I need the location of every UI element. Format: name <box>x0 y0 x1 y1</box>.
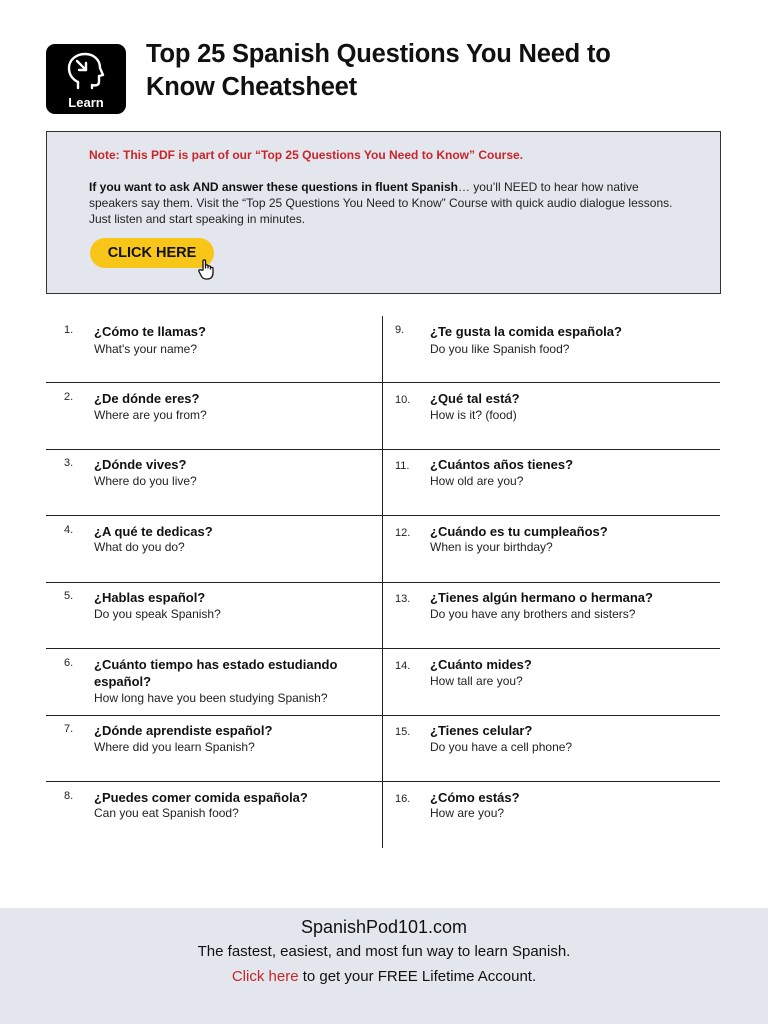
question-spanish: ¿Dónde aprendiste español? <box>94 723 273 738</box>
question-spanish: ¿Cuándo es tu cumpleaños? <box>430 524 608 539</box>
question-spanish: ¿Te gusta la comida española? <box>430 324 622 339</box>
question-item <box>383 316 719 382</box>
question-english: How old are you? <box>430 474 524 488</box>
question-spanish: ¿Cuánto tiempo has estado estudiando español? <box>94 657 338 689</box>
question-number: 6. <box>64 657 74 669</box>
question-number: 9. <box>395 324 405 336</box>
question-spanish: ¿Qué tal está? <box>430 391 520 406</box>
site-name: SpanishPod101.com <box>300 917 468 937</box>
question-english: How are you? <box>430 806 505 820</box>
question-item <box>383 449 719 515</box>
question-item <box>46 383 382 449</box>
footer-banner <box>0 908 768 1024</box>
note-body-text: … you’ll NEED to hear how native speakers say them. Visit the “Top 25 Questions You Need to Know” Course with quick audio dialogue lessons. Just listen and start speaking in minutes. <box>89 180 673 226</box>
question-item <box>46 516 382 582</box>
question-item <box>46 449 382 515</box>
click-here-button[interactable]: CLICK HERE <box>90 238 214 268</box>
question-number: 7. <box>64 723 74 735</box>
question-english: How long have you been studying Spanish? <box>94 691 328 705</box>
question-number: 3. <box>64 457 74 469</box>
question-english: Do you have a cell phone? <box>430 740 573 754</box>
question-number: 11. <box>395 460 410 472</box>
pointer-hand-icon <box>197 258 217 280</box>
question-spanish: ¿Cuántos años tienes? <box>430 457 574 472</box>
question-english: Where do you live? <box>94 474 197 488</box>
question-english: Where are you from? <box>94 408 207 422</box>
question-item <box>383 715 719 781</box>
question-english: What's your name? <box>94 342 198 356</box>
click-here-link[interactable]: Click here <box>231 968 299 985</box>
note-title: Note: This PDF is part of our “Top 25 Questions You Need to Know” Course. <box>89 148 524 162</box>
question-row <box>46 715 720 781</box>
question-spanish: ¿Hablas español? <box>94 590 206 605</box>
question-row <box>46 449 720 515</box>
question-english: How is it? (food) <box>430 408 517 422</box>
question-item <box>383 782 719 848</box>
question-spanish: ¿Cuánto mides? <box>430 657 532 672</box>
signup-line <box>0 968 768 985</box>
question-item <box>383 649 719 715</box>
question-spanish: ¿Tienes algún hermano o hermana? <box>430 590 653 605</box>
question-spanish: ¿Dónde vives? <box>94 457 187 472</box>
question-item <box>46 649 382 715</box>
question-item <box>383 383 719 449</box>
question-item <box>383 516 719 582</box>
question-number: 1. <box>64 324 74 336</box>
question-item <box>383 582 719 648</box>
question-spanish: ¿Puedes comer comida española? <box>94 790 308 805</box>
question-spanish: ¿Cómo estás? <box>430 790 520 805</box>
course-note-box <box>46 131 721 294</box>
question-row <box>46 383 720 449</box>
question-row <box>46 516 720 582</box>
question-number: 14. <box>395 660 411 672</box>
question-number: 12. <box>395 527 411 539</box>
question-row <box>46 782 720 848</box>
signup-text: to get your FREE Lifetime Account. <box>298 968 537 985</box>
question-english: How tall are you? <box>430 674 523 688</box>
question-item <box>46 316 382 382</box>
question-number: 8. <box>64 790 74 802</box>
questions-grid <box>46 316 720 848</box>
question-item <box>46 582 382 648</box>
page-title: Top 25 Spanish Questions You Need to Know Cheatsheet <box>146 40 611 101</box>
question-number: 10. <box>395 394 411 406</box>
note-body <box>89 179 679 227</box>
question-number: 13. <box>395 593 411 605</box>
question-row <box>46 582 720 648</box>
question-number: 2. <box>64 391 74 403</box>
question-english: Can you eat Spanish food? <box>94 806 239 820</box>
question-number: 4. <box>64 524 74 536</box>
note-body-bold: If you want to ask AND answer these questions in fluent Spanish <box>89 180 458 194</box>
head-with-arrow-icon <box>64 52 106 92</box>
question-english: Where did you learn Spanish? <box>94 740 255 754</box>
question-spanish: ¿Tienes celular? <box>430 723 533 738</box>
learn-logo <box>46 44 126 114</box>
question-spanish: ¿De dónde eres? <box>94 391 200 406</box>
question-english: Do you speak Spanish? <box>94 607 221 621</box>
question-english: What do you do? <box>94 540 185 554</box>
question-english: Do you have any brothers and sisters? <box>430 607 636 621</box>
question-english: When is your birthday? <box>430 540 553 554</box>
question-spanish: ¿A qué te dedicas? <box>94 524 213 539</box>
question-number: 16. <box>395 793 411 805</box>
logo-label: Learn <box>68 95 104 110</box>
question-english: Do you like Spanish food? <box>430 342 570 356</box>
question-number: 15. <box>395 726 411 738</box>
question-row <box>46 649 720 715</box>
question-row <box>46 316 720 382</box>
question-spanish: ¿Cómo te llamas? <box>94 324 206 339</box>
question-number: 5. <box>64 590 74 602</box>
question-item <box>46 715 382 781</box>
footer-tagline: The fastest, easiest, and most fun way to learn Spanish. <box>197 943 571 960</box>
question-item <box>46 782 382 848</box>
